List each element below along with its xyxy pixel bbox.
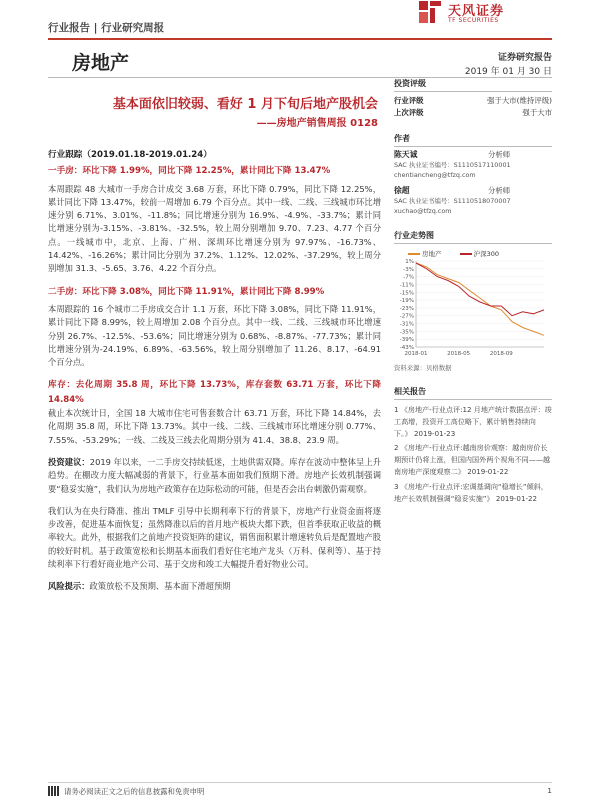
prev-rating-row	[394, 107, 552, 119]
author-role: 分析师	[488, 186, 511, 195]
authors-heading: 作者	[394, 133, 552, 147]
industry-name: 房地产	[72, 52, 130, 74]
x-tick-label: 2018-09	[489, 351, 513, 357]
rating-value: 强于大市(维持评级)	[487, 96, 552, 105]
y-tick-label: -11%	[399, 282, 414, 289]
page-subtitle: ——房地产销售周报 0128	[256, 118, 378, 129]
y-tick-label: -23%	[399, 305, 414, 312]
trend-chart	[394, 247, 552, 359]
y-tick-label: -39%	[399, 337, 414, 344]
risk-text: 政策放松不及预期、基本面下滑超预期	[89, 581, 231, 592]
y-tick-label: -19%	[399, 298, 414, 305]
breadcrumb: 行业报告 | 行业研究周报	[48, 22, 165, 34]
outlook-paragraph: 我们认为在央行降准、推出 TMLF 引导中长期利率下行的背景下，房地产行业资金面将逐步改善，促进基本面恢复；虽然降准以后的首月地产板块大都下跌，但首季获取正收益的概率较大。此外，根据我们之前地产投资矩阵的建议，销售面积累计增速转负后是配置地产股的较好时机。基于政策宽松和长期基本面我们看好住宅地产龙头（万科、保利等）、基于持续利率下行看好商业地产公司、基于交房和竣工大幅提升看好物业公司。	[48, 505, 381, 570]
legend-item: 沪深300	[460, 249, 499, 258]
investment-paragraph	[48, 456, 381, 496]
logo-mark-icon	[418, 0, 442, 24]
line-chart	[394, 247, 552, 359]
author-email[interactable]: chentiancheng@tfzq.com	[394, 171, 476, 179]
page-title: 基本面依旧较弱、看好 1 月下旬后地产股机会	[112, 97, 378, 112]
new-home-paragraph: 本周跟踪 48 大城市一手房合计成交 3.68 万套，环比下降 0.79%，同比下降 12.25%，累计同比下降 13.47%，较前一周增加 6.79 个百分点。其中一线、二线、三线城市环比增速分别 6.71%、3.01%、-11.8%；同比增速分别为 16.9%、-4.9%、-33.7%；累计同比增速分别为-3.15%、-3.81%、-32.5%，较上周分别增加 9.70、7.23、4.77 个百分点。一线城市中，北京、上海、广州、深圳环比增速分别为 97.97%、-16.73%、14.42%、-16.26%；累计同比分别为 37.2%、1.12%、12.02%、-37.29%，较上周分别增加 31.3、-5.65、3.76、4.22 个百分点。	[48, 183, 381, 274]
prev-rating-value: 强于大市	[522, 108, 552, 117]
y-tick-label: 1%	[405, 259, 414, 265]
prev-rating-key: 上次评级	[394, 108, 424, 117]
y-tick-label: -35%	[399, 329, 414, 336]
disclaimer: 请务必阅读正文之后的信息披露和免责申明	[64, 787, 205, 796]
company-logo	[418, 0, 558, 30]
rating-row	[394, 95, 552, 107]
y-tick-label: -31%	[399, 321, 414, 328]
y-tick-label: -15%	[399, 290, 414, 297]
tracking-heading: 行业跟踪（2019.01.18-2019.01.24）	[48, 150, 212, 160]
rating-heading: 投资评级	[394, 78, 552, 92]
rating-key: 行业评级	[394, 96, 424, 105]
author-role: 分析师	[488, 150, 511, 159]
series-line	[416, 263, 544, 335]
y-tick-label: -7%	[403, 274, 414, 281]
risk-paragraph	[48, 580, 381, 593]
header-rule	[48, 38, 552, 40]
y-tick-label: -27%	[399, 313, 414, 320]
chart-source: 资料来源：贝格数据	[394, 364, 452, 372]
author-sac: SAC 执业证书编号：S1110517110001	[394, 161, 511, 169]
x-tick-label: 2018-05	[447, 351, 471, 357]
y-tick-label: -43%	[399, 345, 414, 351]
author-name: 陈天诚	[394, 150, 418, 159]
investment-text: 2019 年以来，一二手房交持续低迷，土地供需双降。库存在波动中整体呈上升趋势。在棚改力度大幅减弱的背景下，行业基本面如我们预期下滑。房地产长效机制强调要“稳妥实施”，我们认为房地产政策存在边际松动的可能，但是否会出台刺激仍需观察。	[48, 456, 381, 494]
author-sac: SAC 执业证书编号：S1110518070007	[394, 197, 511, 205]
risk-label: 风险提示：	[48, 581, 90, 592]
inventory-heading: 库存：去化周期 35.8 周，环比下降 13.73%，库存套数 63.71 万套，环比下降 14.84%	[48, 380, 381, 405]
author-email[interactable]: xuchao@tfzq.com	[394, 207, 452, 215]
page-number: 1	[547, 786, 552, 795]
related-report-link[interactable]: 2 《房地产-行业点评:越南房价观察：越南房价长期预计仍将上涨，但国内国外两个视角不同——越南房地产深度观察二》 2019-01-22	[394, 443, 551, 476]
resale-paragraph: 本周跟踪的 16 个城市二手房成交合计 1.1 万套，环比下降 3.08%，同比下降 11.91%，累计同比下降 8.99%，较上周增加 2.08 个百分点。其中一线、二线、三线城市环比增速分别 26.7%、-12.5%、-53.6%；同比增速分别为 0.68%、-8.87%、-77.73%；累计同比增速分别为-24.19%、6.89%、-63.56%，较上周分别增加了 11.26、8.17、-64.91 个百分点。	[48, 303, 381, 368]
trend-heading: 行业走势图	[394, 230, 552, 244]
qr-code-icon	[48, 786, 60, 796]
x-tick-label: 2018-01	[404, 351, 428, 357]
report-body	[48, 148, 381, 603]
sidebar	[394, 78, 552, 507]
new-home-heading: 一手房：环比下降 1.99%，同比下降 12.25%，累计同比下降 13.47%	[48, 166, 331, 177]
legend-item: 房地产	[408, 249, 442, 258]
logo-subtext: TF SECURITIES	[448, 17, 499, 24]
related-heading: 相关报告	[394, 386, 552, 400]
report-date: 2019 年 01 月 30 日	[464, 67, 552, 77]
related-report-link[interactable]: 3 《房地产-行业点评:宏调基调向“稳增长”倾斜，地产长效机制强调“稳妥实施”》 2019-01-22	[394, 481, 548, 503]
footer-rule	[48, 782, 552, 783]
y-tick-label: -3%	[403, 266, 414, 273]
report-type: 证券研究报告	[497, 53, 552, 63]
investment-label: 投资建议：	[48, 456, 90, 467]
author-block	[394, 150, 552, 180]
logo-text: 天风证券	[448, 4, 505, 19]
inventory-paragraph: 截止本次统计日，全国 18 大城市住宅可售套数合计 63.71 万套，环比下降 14.84%，去化周期 35.8 周，环比下降 13.73%。其中一线、二线、三线城市环比增速分别 0.77%、7.55%、-53.29%；一线、二线及三线去化周期分别为 41.4、38.8、23.9 周。	[48, 408, 381, 445]
author-name: 徐超	[394, 186, 410, 195]
resale-heading: 二手房：环比下降 3.08%，同比下降 11.91%，累计同比下降 8.99%	[48, 286, 325, 297]
related-reports	[394, 404, 552, 504]
related-report-link[interactable]: 1 《房地产-行业点评:12 月地产统计数据点评：竣工高增，投资开工高位略下，累计销售持续向下。》 2019-01-23	[394, 405, 552, 438]
author-block	[394, 186, 552, 216]
